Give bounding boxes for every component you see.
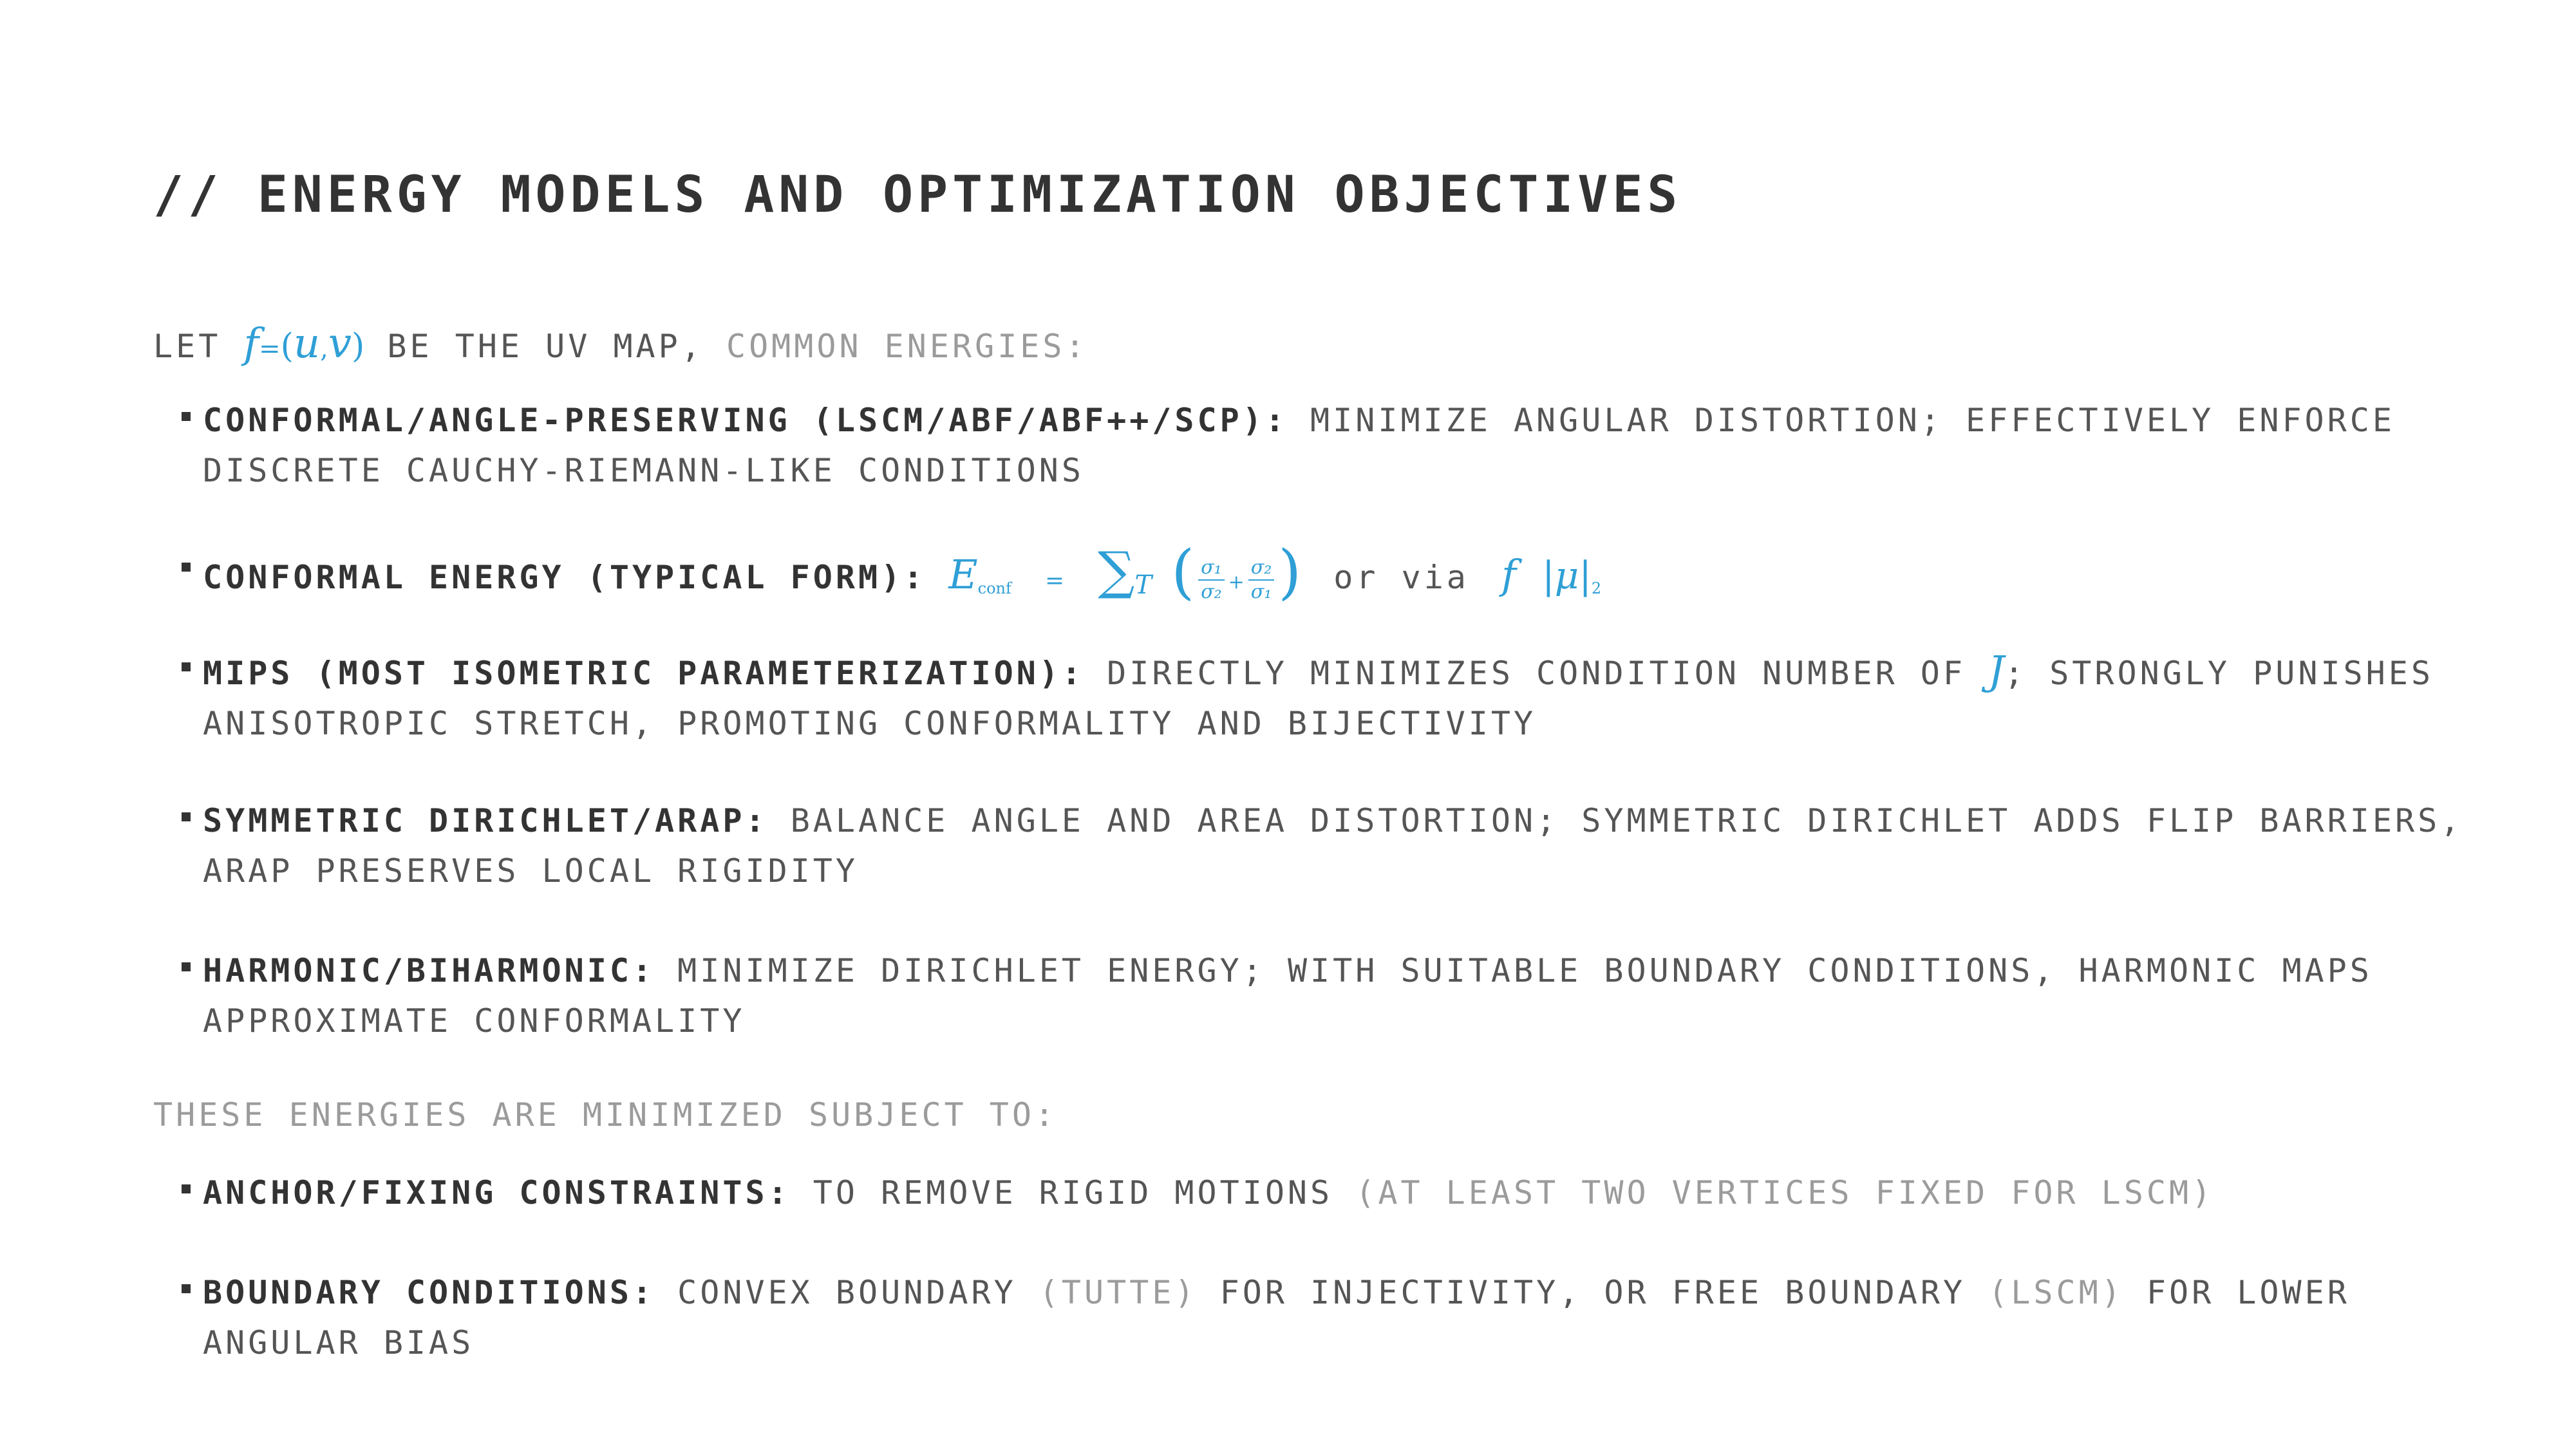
constraint-term: BOUNDARY CONDITIONS: xyxy=(203,1274,655,1311)
formula-mu-sub: 2 xyxy=(1591,579,1602,597)
math-u: u xyxy=(293,320,321,368)
intro-middle: BE THE UV MAP, xyxy=(387,328,704,365)
fraction-1-num: σ₁ xyxy=(1198,556,1225,581)
bullet-square-icon xyxy=(182,412,191,421)
math-J: J xyxy=(1988,647,2004,694)
formula-E-sub: conf xyxy=(977,579,1011,597)
bullet-term: CONFORMAL ENERGY (TYPICAL FORM): xyxy=(203,559,926,596)
bullet-square-icon xyxy=(182,962,191,971)
bullet-square-icon xyxy=(182,1284,191,1293)
math-f: f xyxy=(243,320,259,368)
math-comma: , xyxy=(320,334,328,364)
list-item xyxy=(182,1168,2487,1218)
formula-E: E xyxy=(948,551,978,598)
bullet-term: SYMMETRIC DIRICHLET/ARAP: xyxy=(203,802,768,839)
bullet-term: HARMONIC/BIHARMONIC: xyxy=(203,952,655,989)
formula-or-via: or via xyxy=(1333,559,1469,596)
math-paren-close: ) xyxy=(352,327,365,366)
fraction-2-den: σ₁ xyxy=(1250,580,1272,603)
intro-line xyxy=(153,320,1088,368)
formula-f: f xyxy=(1501,551,1516,598)
list-item xyxy=(182,1267,2487,1368)
bullet-description-cont: ; STRONGLY PUNISHES ANISOTROPIC STRETCH, PROMOTING CONFORMALITY AND BIJECTIVITY xyxy=(203,655,2434,742)
formula-close: ) xyxy=(1278,538,1302,606)
fraction-1 xyxy=(1198,556,1225,604)
fraction-1-den: σ₂ xyxy=(1201,580,1222,603)
bullet-square-icon xyxy=(182,1184,191,1193)
constraint-note-2: (LSCM) xyxy=(1988,1274,2124,1311)
constraint-description: CONVEX BOUNDARY xyxy=(677,1274,1017,1311)
bullet-description: BALANCE ANGLE AND AREA DISTORTION; SYMMETRIC DIRICHLET ADDS FLIP BARRIERS, ARAP PRESERVES LOCAL RIGIDITY xyxy=(203,802,2463,890)
list-item xyxy=(182,646,2487,749)
bullet-square-icon xyxy=(182,812,191,821)
constraints-heading: THESE ENERGIES ARE MINIMIZED SUBJECT TO: xyxy=(153,1096,1058,1134)
constraint-note: (TUTTE) xyxy=(1039,1274,1198,1311)
bullet-description: DIRECTLY MINIMIZES CONDITION NUMBER OF xyxy=(1107,655,1966,692)
intro-prefix: LET xyxy=(153,328,221,365)
constraint-description-cont: FOR INJECTIVITY, OR FREE BOUNDARY xyxy=(1219,1274,1966,1311)
math-eq: = xyxy=(259,334,281,364)
bullet-square-icon xyxy=(182,662,191,671)
constraint-description: TO REMOVE RIGID MOTIONS xyxy=(813,1174,1333,1211)
list-item xyxy=(182,946,2487,1046)
fraction-2-num: σ₂ xyxy=(1248,556,1275,581)
intro-suffix: COMMON ENERGIES: xyxy=(726,328,1088,365)
formula-eq: = xyxy=(1045,568,1065,594)
fraction-2 xyxy=(1248,556,1275,604)
constraint-description-end: FOR LOWER ANGULAR BIAS xyxy=(203,1274,2350,1361)
math-v: v xyxy=(328,320,352,368)
conformal-formula xyxy=(948,538,1602,613)
math-paren-open: ( xyxy=(280,327,294,366)
constraint-term: ANCHOR/FIXING CONSTRAINTS: xyxy=(203,1174,791,1211)
formula-plus: + xyxy=(1228,571,1245,594)
formula-sum: ∑ xyxy=(1098,541,1135,601)
bullet-description: MINIMIZE DIRICHLET ENERGY; WITH SUITABLE BOUNDARY CONDITIONS, HARMONIC MAPS APPROXIMATE CONFORMALITY xyxy=(203,952,2373,1040)
bullet-term: MIPS (MOST ISOMETRIC PARAMETERIZATION): xyxy=(203,655,1084,692)
page-title: // ENERGY MODELS AND OPTIMIZATION OBJECTIVES xyxy=(153,166,1682,224)
formula-sum-sub: T xyxy=(1134,570,1152,600)
bullet-description: MINIMIZE ANGULAR DISTORTION; EFFECTIVELY ENFORCE DISCRETE CAUCHY-RIEMANN-LIKE CONDITIONS xyxy=(203,402,2395,489)
formula-open: ( xyxy=(1171,538,1195,606)
list-item xyxy=(182,538,2487,613)
bullet-term: CONFORMAL/ANGLE-PRESERVING (LSCM/ABF/ABF++/SCP): xyxy=(203,402,1288,439)
list-item xyxy=(182,796,2487,896)
constraint-note: (AT LEAST TWO VERTICES FIXED FOR LSCM) xyxy=(1355,1174,2215,1211)
formula-mu: |μ| xyxy=(1542,554,1592,597)
bullet-square-icon xyxy=(182,563,191,572)
list-item xyxy=(182,395,2487,496)
